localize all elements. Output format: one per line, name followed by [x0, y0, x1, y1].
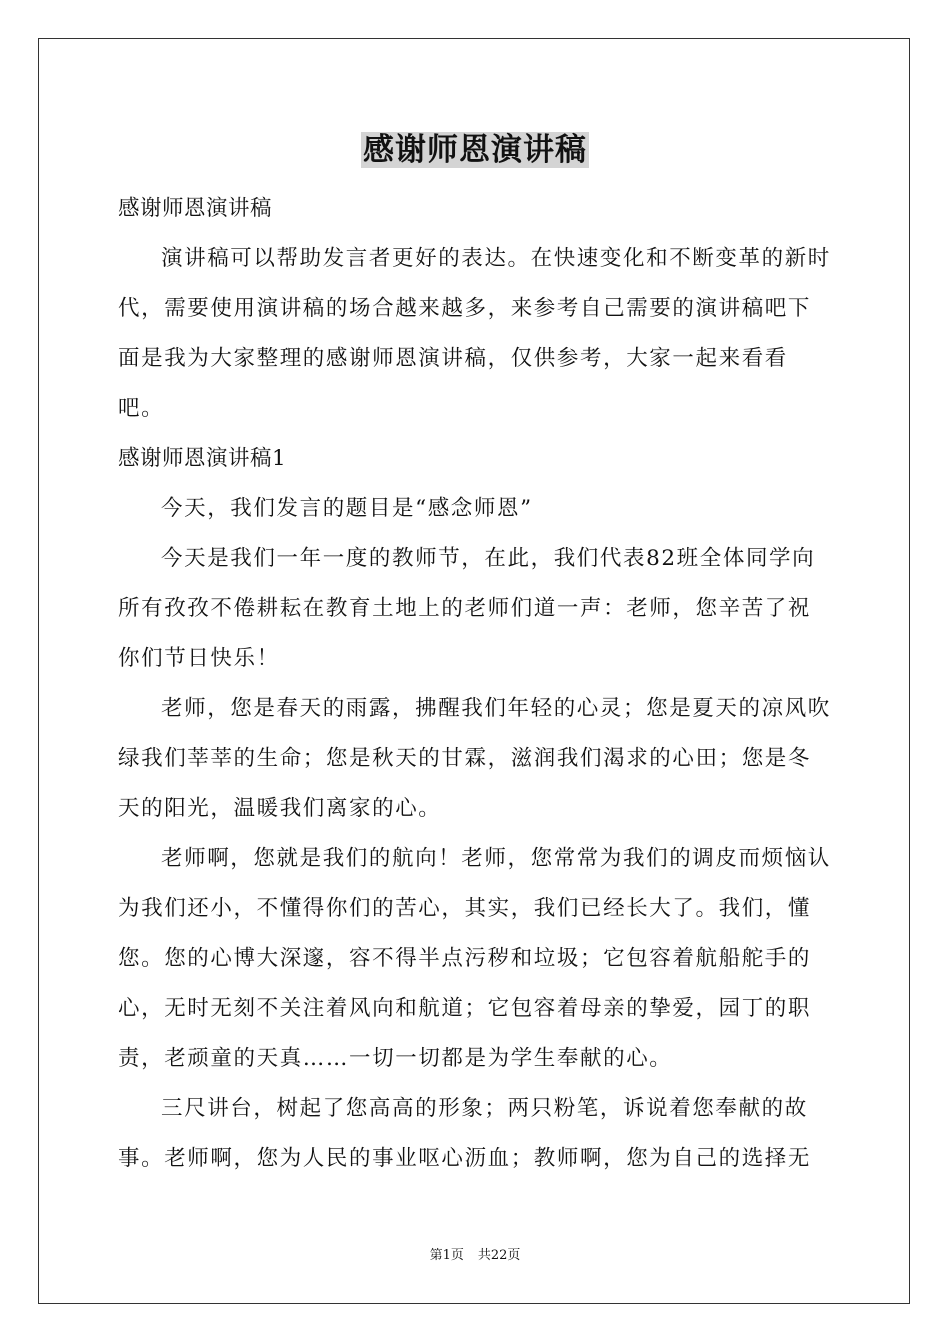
document-body [118, 184, 834, 1184]
intro-paragraph: 演讲稿可以帮助发言者更好的表达。在快速变化和不断变革的新时代，需要使用演讲稿的场合越来越多，来参考自己需要的演讲稿吧下面是我为大家整理的感谢师恩演讲稿，仅供参考，大家一起来看看吧。 [118, 246, 831, 421]
body-paragraph: 今天，我们发言的题目是“感念师恩” [161, 496, 533, 521]
document-title [0, 130, 950, 170]
page-footer [0, 1246, 950, 1266]
body-paragraph: 老师啊，您就是我们的航向！老师，您常常为我们的调皮而烦恼认为我们还小，不懂得你们的苦心，其实，我们已经长大了。我们，懂您。您的心博大深邃，容不得半点污秽和垃圾；它包容着航船舵手的心，无时无刻不关注着风向和航道；它包容着母亲的挚爱，园丁的职责，老顽童的天真……一切一切都是为学生奉献的心。 [118, 846, 831, 1071]
page-number: 第1页 [429, 1248, 464, 1263]
subtitle-heading: 感谢师恩演讲稿 [118, 196, 273, 221]
section-heading: 感谢师恩演讲稿1 [118, 446, 287, 471]
document-title-text: 感谢师恩演讲稿 [363, 132, 587, 168]
body-paragraph: 三尺讲台，树起了您高高的形象；两只粉笔，诉说着您奉献的故事。老师啊，您为人民的事业呕心沥血；教师啊，您为自己的选择无 [118, 1096, 812, 1171]
page-total: 共22页 [477, 1248, 521, 1263]
body-paragraph: 老师，您是春天的雨露，拂醒我们年轻的心灵；您是夏天的凉风吹绿我们莘莘的生命；您是秋天的甘霖，滋润我们渴求的心田；您是冬天的阳光，温暖我们离家的心。 [118, 696, 831, 821]
body-paragraph: 今天是我们一年一度的教师节，在此，我们代表82班全体同学向所有孜孜不倦耕耘在教育土地上的老师们道一声：老师，您辛苦了祝你们节日快乐！ [118, 546, 816, 671]
